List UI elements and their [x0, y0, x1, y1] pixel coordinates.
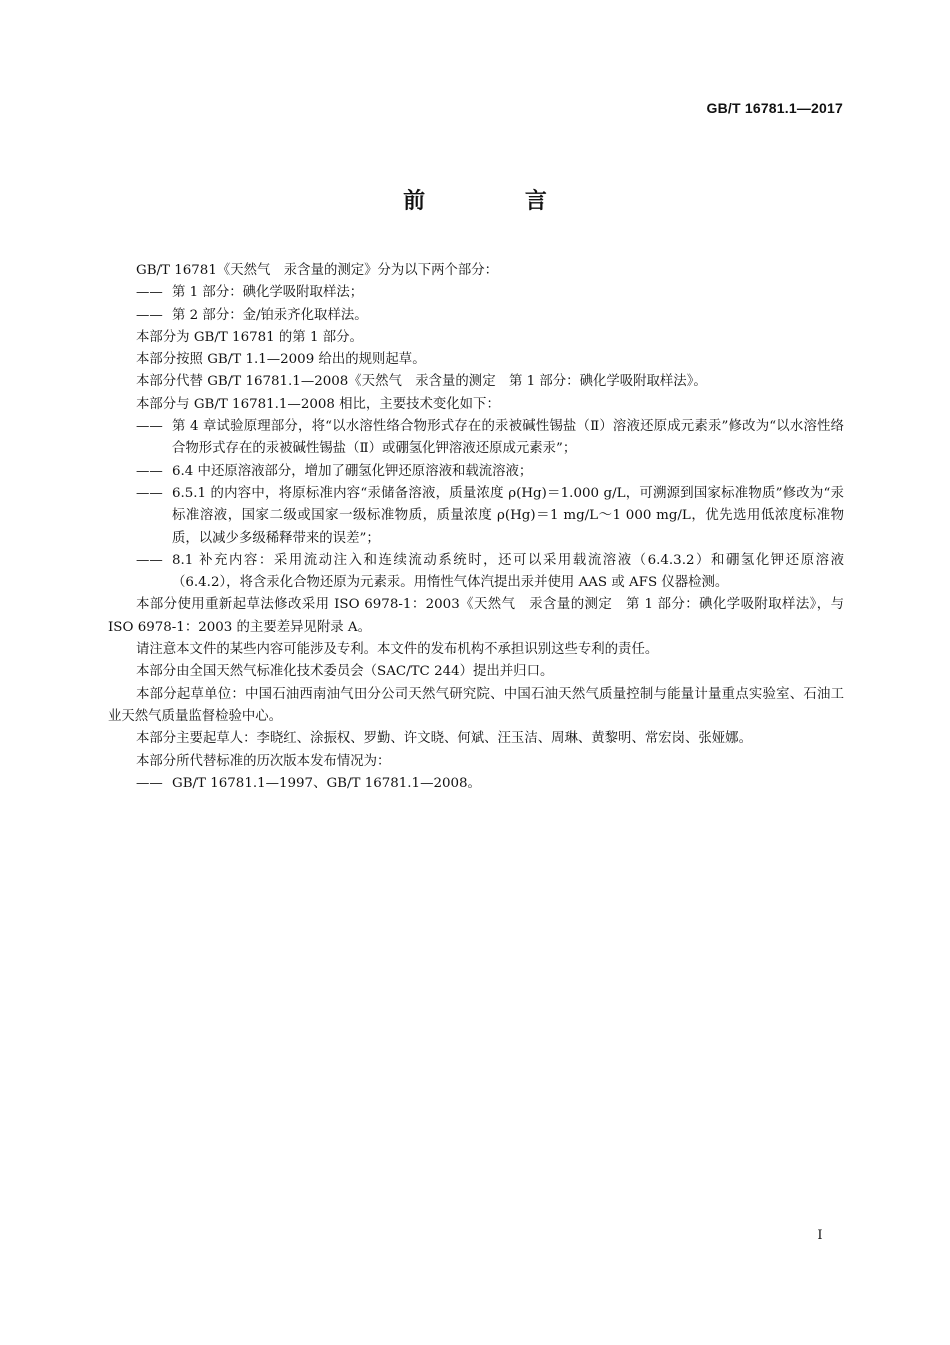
list-item: [108, 550, 844, 595]
list-item: [108, 461, 844, 483]
list-item-text: 6.4 中还原溶液部分，增加了硼氢化钾还原溶液和载流溶液；: [172, 463, 533, 479]
paragraph: 本部分按照 GB/T 1.1—2009 给出的规则起草。: [136, 352, 426, 368]
list-item-text: 8.1 补充内容：采用流动注入和连续流动系统时，还可以采用载流溶液（6.4.3.2）和硼氢化钾还原溶液（6.4.2），将含汞化合物还原为元素汞。用惰性气体汽提出汞并使用 AAS 或 AFS 仪器检测。: [172, 552, 844, 591]
list-item-text: 6.5.1 的内容中，将原标准内容“汞储备溶液，质量浓度 ρ(Hg)＝1.000 g/L，可溯源到国家标准物质”修改为“汞标准溶液，国家二级或国家一级标准物质，质量浓度 ρ(Hg)＝1 mg/L～1 000 mg/L，优先选用低浓度标准物质，以减少多级稀释带来的误差”；: [172, 485, 844, 546]
paragraph: 本部分主要起草人：李晓红、涂振权、罗勤、许文晓、何斌、汪玉洁、周琳、黄黎明、常宏岗、张娅娜。: [136, 731, 752, 747]
paragraph: 本部分与 GB/T 16781.1—2008 相比，主要技术变化如下：: [136, 396, 500, 412]
page-title: 前 言: [403, 189, 593, 214]
list-item: [108, 416, 844, 461]
list-item: [108, 483, 844, 550]
standard-code-header: GB/T 16781.1—2017: [706, 100, 843, 116]
list-item-text: GB/T 16781.1—1997、GB/T 16781.1—2008。: [172, 775, 481, 791]
paragraph: 请注意本文件的某些内容可能涉及专利。本文件的发布机构不承担识别这些专利的责任。: [136, 642, 659, 658]
list-dash-mark: ——: [136, 775, 163, 791]
paragraph: 本部分使用重新起草法修改采用 ISO 6978-1：2003《天然气 汞含量的测定 第 1 部分：碘化学吸附取样法》，与 ISO 6978-1：2003 的主要差异见附录 A。: [108, 597, 844, 635]
page-number: I: [817, 1228, 823, 1243]
paragraph: 本部分为 GB/T 16781 的第 1 部分。: [136, 329, 363, 345]
foreword-body: [108, 260, 844, 795]
list-dash-mark: ——: [136, 307, 163, 323]
paragraph: 本部分所代替标准的历次版本发布情况为：: [136, 753, 391, 769]
paragraph: 本部分代替 GB/T 16781.1—2008《天然气 汞含量的测定 第 1 部分：碘化学吸附取样法》。: [136, 374, 707, 390]
paragraph: 本部分起草单位：中国石油西南油气田分公司天然气研究院、中国石油天然气质量控制与能量计量重点实验室、石油工业天然气质量监督检验中心。: [108, 686, 844, 724]
list-item-text: 第 2 部分：金/铂汞齐化取样法。: [172, 307, 368, 323]
list-dash-mark: ——: [136, 419, 163, 435]
list-item-text: 第 4 章试验原理部分，将“以水溶性络合物形式存在的汞被碱性锡盐（Ⅱ）溶液还原成元素汞”修改为“以水溶性络合物形式存在的汞被碱性锡盐（Ⅱ）或硼氢化钾溶液还原成元素汞”；: [172, 419, 844, 457]
list-item: [108, 305, 844, 327]
list-item: [108, 773, 844, 795]
list-item: [108, 282, 844, 304]
list-dash-mark: ——: [136, 552, 163, 568]
list-dash-mark: ——: [136, 485, 163, 501]
paragraph: 本部分由全国天然气标准化技术委员会（SAC/TC 244）提出并归口。: [136, 664, 554, 680]
list-dash-mark: ——: [136, 463, 163, 479]
paragraph: GB/T 16781《天然气 汞含量的测定》分为以下两个部分：: [136, 263, 499, 278]
list-dash-mark: ——: [136, 285, 163, 301]
list-item-text: 第 1 部分：碘化学吸附取样法；: [172, 285, 364, 301]
